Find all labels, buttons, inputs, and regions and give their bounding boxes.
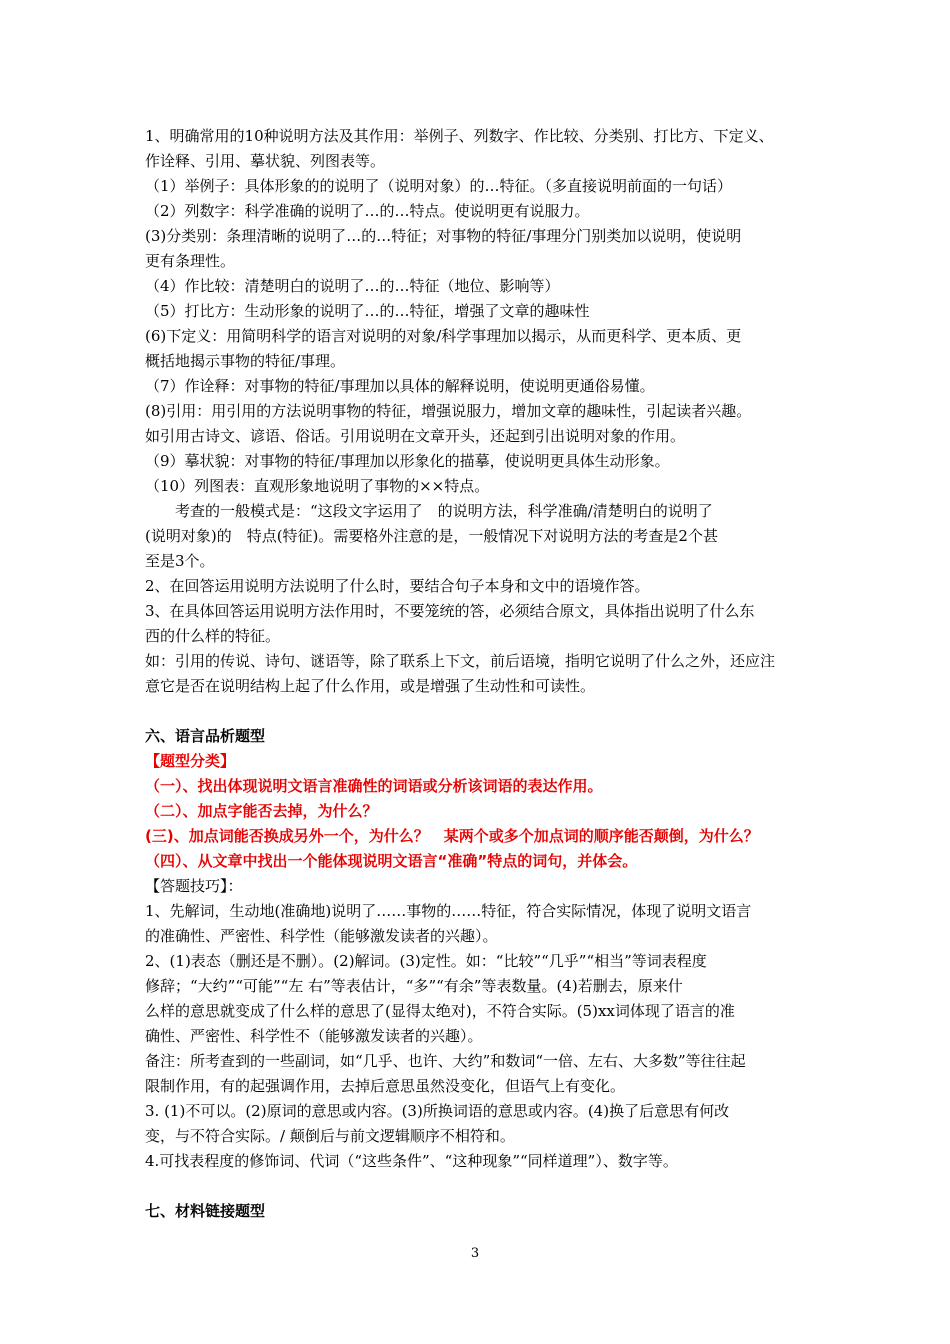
question-type-item: （二）、加点字能否去掉，为什么？: [145, 802, 378, 820]
answer-tip-line: 确性、严密性、科学性不（能够激发读者的兴趣）。: [145, 1027, 483, 1045]
section-7-title: 七、材料链接题型: [145, 1202, 266, 1220]
note-line-2: 意它是否在说明结构上起了什么作用，或是增强了生动性和可读性。: [145, 677, 596, 695]
answer-tip-line: 2、(1)表态（删还是不删）。(2)解词。(3)定性。如：“比较”“几乎”“相当”等词表程度: [145, 952, 707, 970]
spacer: [145, 1174, 825, 1199]
method-item: 概括地揭示事物的特征/事理。: [145, 352, 346, 370]
method-item: (3)分类别：条理清晰的说明了…的…特征；对事物的特征/事理分门别类加以说明，使说明: [145, 227, 742, 245]
page-number: 3: [470, 1246, 480, 1261]
point-2: 2、在回答运用说明方法说明了什么时，要结合句子本身和文中的语境作答。: [145, 577, 650, 595]
question-type-item: (三)、加点词能否换成另外一个，为什么？ 某两个或多个加点词的顺序能否颠倒，为什么？: [145, 827, 759, 845]
method-item: （7）作诠释：对事物的特征/事理加以具体的解释说明，使说明更通俗易懂。: [145, 377, 655, 395]
method-item: 如引用古诗文、谚语、俗话。引用说明在文章开头，还起到引出说明对象的作用。: [145, 427, 686, 445]
methods-intro-line-2: 作诠释、引用、摹状貌、列图表等。: [145, 152, 386, 170]
answer-tip-line: 1、先解词，生动地(准确地)说明了……事物的……特征，符合实际情况，体现了说明文语言: [145, 902, 752, 920]
methods-intro-line-1: 1、明确常用的10种说明方法及其作用：举例子、列数字、作比较、分类别、打比方、下定义、: [145, 127, 774, 145]
method-item: （5）打比方：生动形象的说明了…的…特征，增强了文章的趣味性: [145, 302, 590, 320]
method-item: 更有条理性。: [145, 252, 236, 270]
answer-tip-line: 备注：所考查到的一些副词，如“几乎、也许、大约”和数词“一倍、左右、大多数”等往往起: [145, 1052, 746, 1070]
point-3-line-1: 3、在具体回答运用说明方法作用时，不要笼统的答，必须结合原文，具体指出说明了什么东: [145, 602, 755, 620]
method-item: （1）举例子：具体形象的的说明了（说明对象）的…特征。（多直接说明前面的一句话）: [145, 177, 733, 195]
method-item: （9）摹状貌：对事物的特征/事理加以形象化的描摹，使说明更具体生动形象。: [145, 452, 670, 470]
answer-tip-line: 3. (1)不可以。(2)原词的意思或内容。(3)所换词语的意思或内容。(4)换了后意思有何改: [145, 1102, 730, 1120]
exam-mode-line-2: (说明对象)的 特点(特征)。需要格外注意的是，一般情况下对说明方法的考查是2个甚: [145, 527, 718, 545]
exam-mode-line-1: 考查的一般模式是：“这段文字运用了 的说明方法，科学准确/清楚明白的说明了: [175, 502, 713, 520]
answer-tip-line: 么样的意思就变成了什么样的意思了(显得太绝对)，不符合实际。(5)xx词体现了语言的准: [145, 1002, 735, 1020]
answer-tip-line: 变，与不符合实际。/ 颠倒后与前文逻辑顺序不相符和。: [145, 1127, 515, 1145]
point-3-line-2: 西的什么样的特征。: [145, 627, 281, 645]
exam-mode-line-3: 至是3个。: [145, 552, 215, 570]
method-item: (8)引用：用引用的方法说明事物的特征，增强说服力，增加文章的趣味性，引起读者兴趣。: [145, 402, 752, 420]
answer-tip-line: 4.可找表程度的修饰词、代词（“这些条件”、“这种现象”“同样道理”）、数字等。: [145, 1152, 678, 1170]
answer-tip-line: 的准确性、严密性、科学性（能够激发读者的兴趣）。: [145, 927, 498, 945]
question-type-heading: 【题型分类】: [145, 752, 236, 770]
method-item: (6)下定义：用简明科学的语言对说明的对象/科学事理加以揭示，从而更科学、更本质、更: [145, 327, 742, 345]
question-type-item: （一）、找出体现说明文语言准确性的词语或分析该词语的表达作用。: [145, 777, 603, 795]
answer-tips-heading: 【答题技巧】：: [145, 877, 243, 895]
question-type-item: （四）、从文章中找出一个能体现说明文语言“准确”特点的词句，并体会。: [145, 852, 638, 870]
method-item: （10）列图表：直观形象地说明了事物的××特点。: [145, 477, 490, 495]
method-item: （4）作比较：清楚明白的说明了…的…特征（地位、影响等）: [145, 277, 560, 295]
answer-tip-line: 限制作用，有的起强调作用，去掉后意思虽然没变化，但语气上有变化。: [145, 1077, 626, 1095]
spacer: [145, 699, 825, 724]
section-6-title: 六、语言品析题型: [145, 727, 266, 745]
page-content: [145, 124, 825, 1224]
note-line-1: 如：引用的传说、诗句、谜语等，除了联系上下文，前后语境，指明它说明了什么之外，还应注: [145, 652, 776, 670]
method-item: （2）列数字：科学准确的说明了…的…特点。使说明更有说服力。: [145, 202, 590, 220]
answer-tip-line: 修辞；“大约”“可能”“左 右”等表估计，“多”“有余”等表数量。(4)若删去，原来什: [145, 977, 683, 995]
